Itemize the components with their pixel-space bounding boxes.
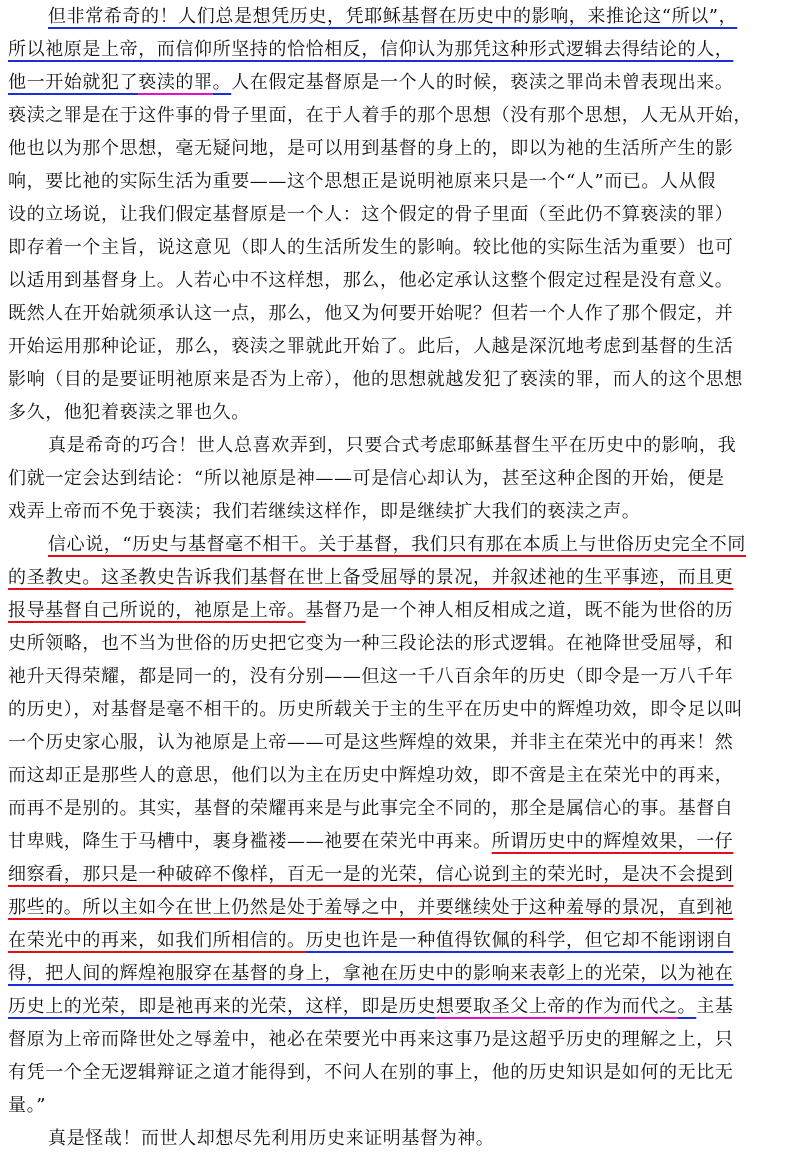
text-span: 基督乃是一个神人相反相成之道，既不能为世俗的历 bbox=[305, 600, 734, 621]
text-span: 一个历史家心服，认为祂原是上帝——可是这些辉煌的效果，并非主在荣光中的再来！然 bbox=[8, 732, 734, 753]
text-line bbox=[8, 528, 792, 561]
paragraph bbox=[8, 0, 792, 429]
text-line bbox=[8, 825, 792, 858]
text-line bbox=[8, 1023, 792, 1056]
text-line bbox=[8, 693, 792, 726]
text-line bbox=[8, 1122, 792, 1155]
text-line bbox=[8, 495, 792, 528]
text-span: 多久，他犯着亵渎之罪也久。 bbox=[8, 402, 250, 423]
underlined-text: 但非常希奇的！人们总是想凭历史，凭耶稣基督在历史中的影响，来推论这“所以”， bbox=[48, 6, 738, 27]
paragraph bbox=[8, 528, 792, 1122]
text-span: 而再不是别的。其实，基督的荣耀再来是与此事完全不同的，那全是属信心的事。基督自 bbox=[8, 798, 734, 819]
text-line bbox=[8, 891, 792, 924]
text-span: 真是希奇的巧合！世人总喜欢弄到，只要合式考虑耶稣基督生平在历史中的影响，我 bbox=[48, 435, 737, 456]
text-span: 真是怪哉！而世人却想尽先利用历史来证明基督为神。 bbox=[48, 1128, 495, 1149]
text-line bbox=[8, 462, 792, 495]
text-line bbox=[8, 99, 792, 132]
text-span: 们就一定会达到结论：“所以祂原是神——可是信心却认为，甚至这种企图的开始，便是 bbox=[8, 468, 725, 489]
text-line bbox=[8, 660, 792, 693]
underlined-text: 。 bbox=[212, 72, 232, 93]
text-line bbox=[8, 429, 792, 462]
underlined-text: 在荣光中的再来，如我们所相信的。 bbox=[8, 930, 306, 951]
text-line bbox=[8, 264, 792, 297]
text-line bbox=[8, 759, 792, 792]
text-line bbox=[8, 792, 792, 825]
text-span: 祂升天得荣耀，都是同一的，没有分别——但这一千八百余年的历史（即令是一万八千年 bbox=[8, 666, 734, 687]
text-span: 影响（目的是要证明祂原来是否为上帝），他的思想就越发犯了亵渎的罪，而人的这个思想 bbox=[8, 369, 743, 390]
text-span: 戏弄上帝而不免于亵渎；我们若继续这样作，即是继续扩大我们的亵渎之声。 bbox=[8, 501, 641, 522]
text-span: 量。” bbox=[8, 1095, 47, 1116]
underlined-text: 历史也许是一种值得钦佩的科学，但它却不能诩诩自 bbox=[305, 930, 734, 951]
underlined-text: 。 bbox=[677, 996, 697, 1017]
text-line bbox=[8, 1089, 792, 1122]
text-line bbox=[8, 297, 792, 330]
text-span: 即存着一个主旨，说这意见（即人的生活所发生的影响。较比他的实际生活为重要）也可 bbox=[8, 237, 734, 258]
text-span: 主基 bbox=[696, 996, 734, 1017]
text-span: 亵渎之罪是在于这件事的骨子里面，在于人着手的那个思想（没有那个思想，人无从开始， bbox=[8, 105, 752, 126]
text-line bbox=[8, 957, 792, 990]
text-span: 人在假定基督原是一个人的时候，亵渎之罪尚未曾表现出来。 bbox=[231, 72, 734, 93]
underlined-text: 所以祂原是上帝，而信仰所坚持的恰恰相反，信仰认为那凭这种形式逻辑去得结论的人， bbox=[8, 39, 734, 60]
text-line bbox=[8, 858, 792, 891]
text-line bbox=[8, 363, 792, 396]
text-line bbox=[8, 990, 792, 1023]
underlined-text: 的圣教史。这圣教史告诉我们基督在世上备受屈辱的景况，并叙述祂的生平事迹，而且更 bbox=[8, 567, 734, 588]
text-line bbox=[8, 33, 792, 66]
text-line bbox=[8, 231, 792, 264]
underlined-text: 信心说，“历史与基督毫不相干。关于基督，我们只有那在本质上与世俗历史完全不同 bbox=[48, 534, 746, 555]
text-line bbox=[8, 66, 792, 99]
text-line bbox=[8, 396, 792, 429]
text-span: 的历史），对基督是毫不相干的。历史所载关于主的生平在历史中的辉煌功效，即令足以叫 bbox=[8, 699, 743, 720]
underlined-text: 得，把人间的辉煌袍服穿在基督的身上，拿祂在历史中的影响来表彰上的光荣，以为祂在 bbox=[8, 963, 734, 984]
underlined-text: 细察看，那只是一种破碎不像样，百无一是的光荣，信心说到主的荣光时，是决不会提到 bbox=[8, 864, 734, 885]
text-line bbox=[8, 627, 792, 660]
underlined-text: 他一开始就犯了 bbox=[8, 72, 139, 93]
text-line bbox=[8, 594, 792, 627]
paragraph bbox=[8, 1122, 792, 1155]
text-line bbox=[8, 0, 792, 33]
text-span: 既然人在开始就须承认这一点，那么，他又为何要开始呢？但若一个人作了那个假定，并 bbox=[8, 303, 734, 324]
underlined-text: 所谓历史中的辉煌效果，一仔 bbox=[491, 831, 734, 852]
text-span: 史所领略，也不当为世俗的历史把它变为一种三段论法的形式逻辑。在祂降世受屈辱，和 bbox=[8, 633, 734, 654]
text-span: 有凭一个全无逻辑辩证之道才能得到，不问人在别的事上，他的历史知识是如何的无比无 bbox=[8, 1062, 734, 1083]
text-line bbox=[8, 561, 792, 594]
text-span: 开始运用那种论证，那么，亵渎之罪就此开始了。此后，人越是深沉地考虑到基督的生活 bbox=[8, 336, 734, 357]
text-span: 他也以为那个思想，毫无疑问地，是可以用到基督的身上的，即以为祂的生活所产生的影 bbox=[8, 138, 734, 159]
text-span: 督原为上帝而降世处之辱羞中，祂必在荣要光中再来这事乃是这超乎历史的理解之上，只 bbox=[8, 1029, 734, 1050]
underlined-text: 报导基督自己所说的，祂原是上帝。 bbox=[8, 600, 306, 621]
text-span: 甘卑贱，降生于马槽中，裹身褴褛——祂要在荣光中再来。 bbox=[8, 831, 492, 852]
text-line bbox=[8, 1056, 792, 1089]
text-span: 设的立场说，让我们假定基督原是一个人：这个假定的骨子里面（至此仍不算亵渎的罪） bbox=[8, 204, 734, 225]
text-span: 响，要比祂的实际生活为重要——这个思想正是说明祂原来只是一个“人”而已。人从假 bbox=[8, 171, 716, 192]
underlined-text: 那些的。所以主如今在世上仍然是处于羞辱之中，并要继续处于这种羞辱的景况，直到祂 bbox=[8, 897, 734, 918]
paragraph bbox=[8, 429, 792, 528]
text-line bbox=[8, 165, 792, 198]
text-line bbox=[8, 726, 792, 759]
text-span: 以适用到基督身上。人若心中不这样想，那么，他必定承认这整个假定过程是没有意义。 bbox=[8, 270, 734, 291]
underlined-text: 历史上的光荣，即是祂再来的光荣，这样，即是历史 bbox=[8, 996, 436, 1017]
underlined-text: 想要取圣父上帝的作为而代之 bbox=[435, 996, 678, 1017]
document-page bbox=[8, 0, 792, 1155]
underlined-text: 亵渎的罪 bbox=[138, 72, 213, 93]
text-line bbox=[8, 132, 792, 165]
text-line bbox=[8, 330, 792, 363]
text-span: 而这却正是那些人的意思，他们以为主在历史中辉煌功效，即不啻是主在荣光中的再来， bbox=[8, 765, 734, 786]
text-line bbox=[8, 924, 792, 957]
text-line bbox=[8, 198, 792, 231]
